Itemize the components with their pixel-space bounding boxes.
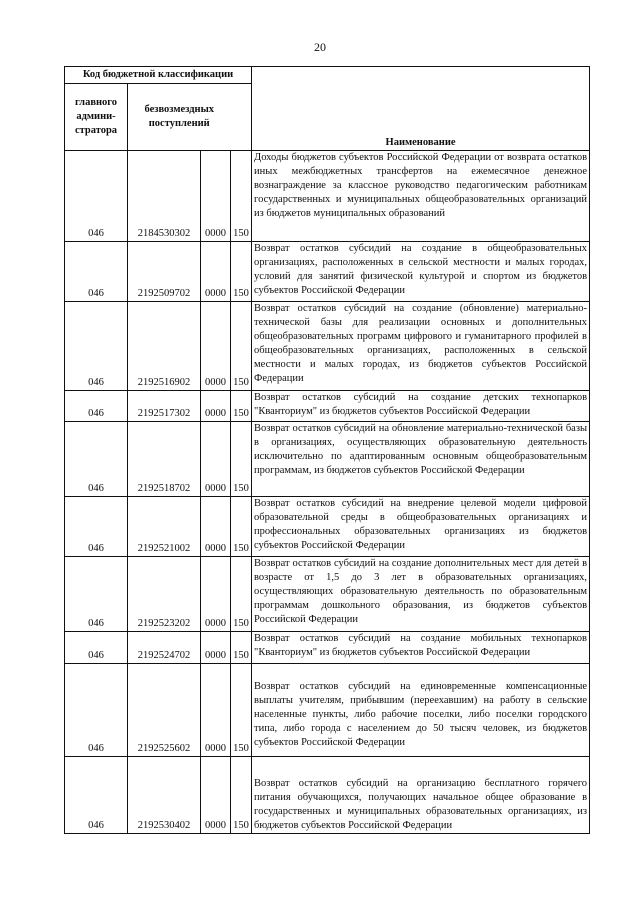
revenue-code-cell: 2192509702: [128, 242, 201, 302]
kind-cell: 150: [231, 497, 252, 557]
description-cell: Доходы бюджетов субъектов Российской Федерации от возврата остатков иных межбюджетных трансфертов на ежемесячное денежное вознаграждение за классное руководство педагогическим работникам государственных и муниципальных общеобразовательных организаций из бюджетов муниципальных образований: [252, 151, 590, 242]
header-name: Наименование: [252, 67, 590, 151]
admin-code-cell: 046: [65, 757, 128, 834]
revenue-code-cell: 2192518702: [128, 422, 201, 497]
description-cell: Возврат остатков субсидий на создание детских технопарков "Кванториум" из бюджетов субъектов Российской Федерации: [252, 391, 590, 422]
table-row: [65, 497, 590, 557]
description-cell: Возврат остатков субсидий на создание дополнительных мест для детей в возрасте от 1,5 до 3 лет в образовательных организациях, осуществляющих образовательную деятельность по образовательным программам дошкольного образования, из бюджетов субъектов Российской Федерации: [252, 557, 590, 632]
table-row: [65, 632, 590, 664]
admin-code-cell: 046: [65, 557, 128, 632]
subtype-cell: 0000: [201, 151, 231, 242]
revenue-code-cell: 2192523202: [128, 557, 201, 632]
admin-code-cell: 046: [65, 664, 128, 757]
kind-cell: 150: [231, 757, 252, 834]
header-classification: Код бюджетной классификации: [65, 67, 252, 84]
kind-cell: 150: [231, 557, 252, 632]
description-cell: Возврат остатков субсидий на создание мобильных технопарков "Кванториум" из бюджетов субъектов Российской Федерации: [252, 632, 590, 664]
table-row: [65, 302, 590, 391]
admin-code-cell: 046: [65, 151, 128, 242]
admin-code-cell: 046: [65, 497, 128, 557]
subtype-cell: 0000: [201, 302, 231, 391]
subtype-cell: 0000: [201, 757, 231, 834]
kind-cell: 150: [231, 391, 252, 422]
subtype-cell: 0000: [201, 632, 231, 664]
revenue-code-cell: 2192530402: [128, 757, 201, 834]
subtype-cell: 0000: [201, 557, 231, 632]
admin-code-cell: 046: [65, 302, 128, 391]
revenue-code-cell: 2192525602: [128, 664, 201, 757]
table-row: [65, 757, 590, 834]
budget-classification-table: [64, 66, 590, 834]
kind-cell: 150: [231, 632, 252, 664]
kind-cell: 150: [231, 664, 252, 757]
admin-code-cell: 046: [65, 632, 128, 664]
header-admin: главного админи-стратора: [65, 84, 128, 151]
admin-code-cell: 046: [65, 391, 128, 422]
subtype-cell: 0000: [201, 422, 231, 497]
admin-code-cell: 046: [65, 422, 128, 497]
table-row: [65, 242, 590, 302]
revenue-code-cell: 2192524702: [128, 632, 201, 664]
description-cell: Возврат остатков субсидий на создание (обновление) материально-технической базы для реализации основных и дополнительных общеобразовательных программ цифрового и гуманитарного профилей в общеобразовательных организациях, расположенных в сельской местности и малых городах, из бюджетов субъектов Российской Федерации: [252, 302, 590, 391]
revenue-code-cell: 2192517302: [128, 391, 201, 422]
subtype-cell: 0000: [201, 664, 231, 757]
subtype-cell: 0000: [201, 242, 231, 302]
subtype-cell: 0000: [201, 497, 231, 557]
description-cell: Возврат остатков субсидий на единовременные компенсационные выплаты учителям, прибывшим (переехавшим) на работу в сельские населенные пункты, либо рабочие поселки, либо поселки городского типа, либо города с населением до 50 тысяч человек, из бюджетов субъектов Российской Федерации: [252, 664, 590, 757]
kind-cell: 150: [231, 422, 252, 497]
subtype-cell: 0000: [201, 391, 231, 422]
table-row: [65, 151, 590, 242]
revenue-code-cell: 2192521002: [128, 497, 201, 557]
header-free-receipts: безвозмездных поступлений: [128, 84, 231, 151]
table-row: [65, 664, 590, 757]
description-cell: Возврат остатков субсидий на организацию бесплатного горячего питания обучающихся, получающих начальное общее образование в государственных и муниципальных образовательных организациях, из бюджетов субъектов Российской Федерации: [252, 757, 590, 834]
table-row: [65, 422, 590, 497]
description-cell: Возврат остатков субсидий на внедрение целевой модели цифровой образовательной среды в общеобразовательных организациях и профессиональных образовательных организациях из бюджетов субъектов Российской Федерации: [252, 497, 590, 557]
kind-cell: 150: [231, 242, 252, 302]
table-row: [65, 557, 590, 632]
header-blank: [231, 84, 252, 151]
revenue-code-cell: 2184530302: [128, 151, 201, 242]
table-row: [65, 391, 590, 422]
page-number: 20: [314, 40, 326, 54]
description-cell: Возврат остатков субсидий на обновление материально-технической базы в организациях, осуществляющих образовательную деятельность исключительно по адаптированным основным общеобразовательным программам, из бюджетов субъектов Российской Федерации: [252, 422, 590, 497]
admin-code-cell: 046: [65, 242, 128, 302]
revenue-code-cell: 2192516902: [128, 302, 201, 391]
header-row-top: [65, 67, 590, 84]
kind-cell: 150: [231, 302, 252, 391]
description-cell: Возврат остатков субсидий на создание в общеобразовательных организациях, расположенных в сельской местности и малых городах, условий для занятий физической культурой и спортом из бюджетов субъектов Российской Федерации: [252, 242, 590, 302]
kind-cell: 150: [231, 151, 252, 242]
